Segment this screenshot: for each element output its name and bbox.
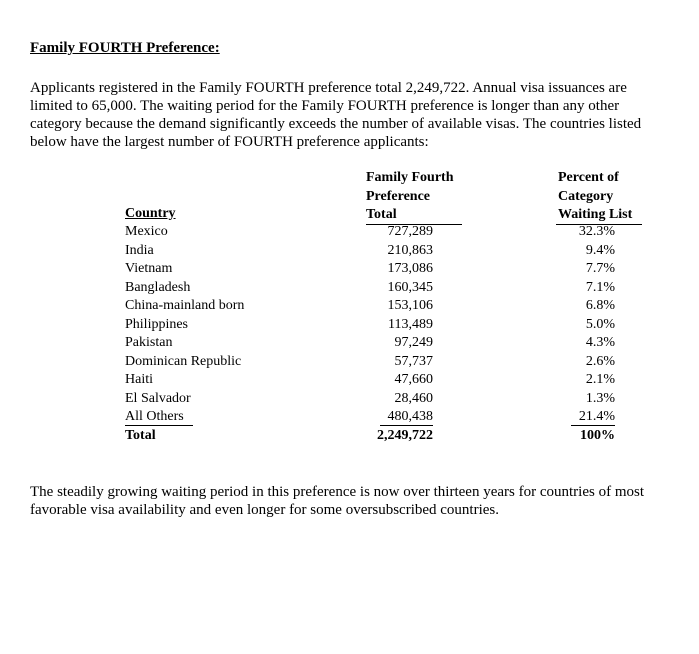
- table-row: [0, 298, 699, 317]
- column-header-percent-line2: Category: [558, 188, 614, 204]
- cell-percent: 9.4%: [585, 242, 615, 258]
- cell-grand-total: 2,249,722: [377, 427, 433, 443]
- total-rule-total: [380, 425, 433, 426]
- data-table: [0, 224, 699, 446]
- cell-percent: 32.3%: [578, 224, 615, 239]
- table-row: [0, 280, 699, 299]
- cell-percent: 21.4%: [578, 409, 615, 424]
- cell-percent: 6.8%: [585, 298, 615, 313]
- table-row: [0, 317, 699, 336]
- cell-country: Philippines: [125, 316, 189, 332]
- cell-total: 47,660: [394, 372, 433, 387]
- cell-total: 160,345: [387, 279, 433, 295]
- cell-country: All Others: [125, 409, 184, 424]
- cell-country: Pakistan: [125, 335, 173, 350]
- total-rule-percent: [571, 425, 615, 426]
- cell-country: Haiti: [125, 372, 153, 387]
- column-header-country: [125, 205, 176, 224]
- column-header-total-line3: Total: [366, 207, 397, 222]
- table-total-row: [0, 428, 699, 447]
- cell-percent: 7.7%: [585, 261, 615, 276]
- cell-total: 97,249: [394, 335, 433, 350]
- cell-total: 210,863: [387, 242, 433, 258]
- column-header-total-line2: Preference: [366, 188, 430, 204]
- cell-country: Dominican Republic: [125, 353, 242, 369]
- cell-total: 727,289: [387, 224, 433, 239]
- cell-total: 57,737: [394, 353, 433, 369]
- column-header-total: [366, 169, 454, 225]
- cell-country: Mexico: [125, 224, 168, 239]
- closing-paragraph: The steadily growing waiting period in this preference is now over thirteen years for countries of most favorable visa availability and even longer for some oversubscribed countries.: [30, 484, 644, 518]
- cell-total: 113,489: [388, 316, 433, 332]
- table-row: [0, 391, 699, 410]
- table-row: [0, 261, 699, 280]
- table-row: [0, 224, 699, 243]
- cell-percent: 5.0%: [585, 316, 615, 332]
- cell-country: Vietnam: [125, 261, 173, 276]
- cell-country: China-mainland born: [125, 298, 245, 313]
- cell-total: 480,438: [387, 409, 433, 424]
- table-row: [0, 354, 699, 373]
- cell-country: El Salvador: [125, 390, 191, 406]
- section-heading: Family FOURTH Preference:: [30, 40, 220, 56]
- cell-country: India: [125, 242, 154, 258]
- cell-percent: 7.1%: [585, 279, 615, 295]
- column-header-country-label: Country: [125, 206, 176, 221]
- cell-total: 173,086: [387, 261, 433, 276]
- cell-total: 28,460: [394, 390, 433, 406]
- cell-percent: 2.6%: [585, 353, 615, 369]
- column-header-total-line1: Family Fourth: [366, 170, 454, 185]
- cell-percent: 4.3%: [585, 335, 615, 350]
- cell-total: 153,106: [387, 298, 433, 313]
- cell-country: Bangladesh: [125, 279, 191, 295]
- table-row: [0, 243, 699, 262]
- cell-total-label: Total: [125, 427, 156, 443]
- total-rule-country: [125, 425, 193, 426]
- intro-paragraph: Applicants registered in the Family FOURTH preference total 2,249,722. Annual visa issuances are limited to 65,000. The waiting period for the Family FOURTH preference is longer than any other category because the demand significantly exceeds the number of available visas. The countries listed below have the largest number of FOURTH preference applicants:: [30, 80, 642, 150]
- table-row: [0, 372, 699, 391]
- cell-total-percent: 100%: [580, 427, 615, 443]
- column-header-percent-line3: Waiting List: [558, 207, 633, 222]
- column-header-percent: [558, 169, 632, 225]
- column-header-percent-line1: Percent of: [558, 170, 619, 185]
- cell-percent: 1.3%: [585, 390, 615, 406]
- cell-percent: 2.1%: [585, 372, 615, 387]
- table-row: [0, 335, 699, 354]
